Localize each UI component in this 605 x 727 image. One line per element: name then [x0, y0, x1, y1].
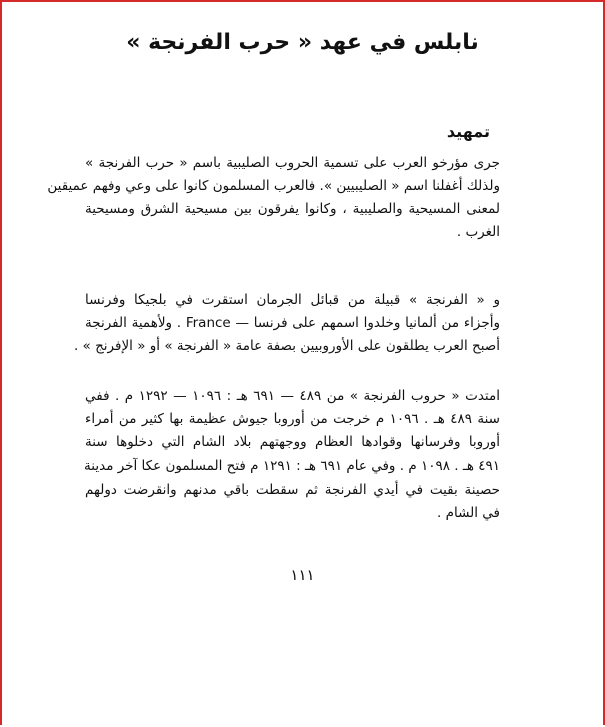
text-line: أوروبا وفرسانها وقوادها العظام ووجهتهم بلاد الشام التي دخلوها سنة: [85, 434, 500, 450]
text-line: ولذلك أغفلنا اسم « الصليبيين ». فالعرب المسلمون كانوا على وعي وفهم عميقين: [47, 178, 500, 194]
text-line: حصينة بقيت في أيدي الفرنجة ثم سقطت باقي مدنهم وانقرضت دولهم: [85, 482, 500, 498]
page-number: ١١١: [290, 566, 315, 584]
text-line: أصبح العرب يطلقون على الأوروبيين بصفة عامة « الفرنجة » أو « الإفرنج » .: [73, 338, 500, 354]
text-line: في الشام .: [437, 505, 500, 521]
text-line: ٤٩١ هـ . ١٠٩٨ م . وفي عام ٦٩١ هـ : ١٢٩١ م فتح المسلمون عكا آخر مدينة: [84, 458, 500, 474]
text-line: جرى مؤرخو العرب على تسمية الحروب الصليبية باسم « حرب الفرنجة »: [85, 155, 500, 171]
section-heading: تمهيد: [446, 122, 490, 141]
page-title: نابلس في عهد « حرب الفرنجة »: [126, 30, 479, 55]
text-line: لمعنى المسيحية والصليبية ، وكانوا يفرقون بين مسيحية الشرق ومسيحية: [85, 201, 500, 217]
text-line: سنة ٤٨٩ هـ . ١٠٩٦ م خرجت من أوروبا جيوش عظيمة بها كثير من أمراء: [85, 411, 500, 427]
text-line: الغرب .: [456, 224, 500, 240]
text-line: امتدت « حروب الفرنجة » من ٤٨٩ — ٦٩١ هـ : ١٠٩٦ — ١٢٩٢ م . ففي: [85, 388, 500, 404]
text-line: و « الفرنجة » قبيلة من قبائل الجرمان استقرت في بلجيكا وفرنسا: [85, 292, 500, 308]
text-line: وأجزاء من ألمانيا وخلدوا اسمهم على فرنسا — France . ولأهمية الفرنجة: [85, 315, 500, 331]
